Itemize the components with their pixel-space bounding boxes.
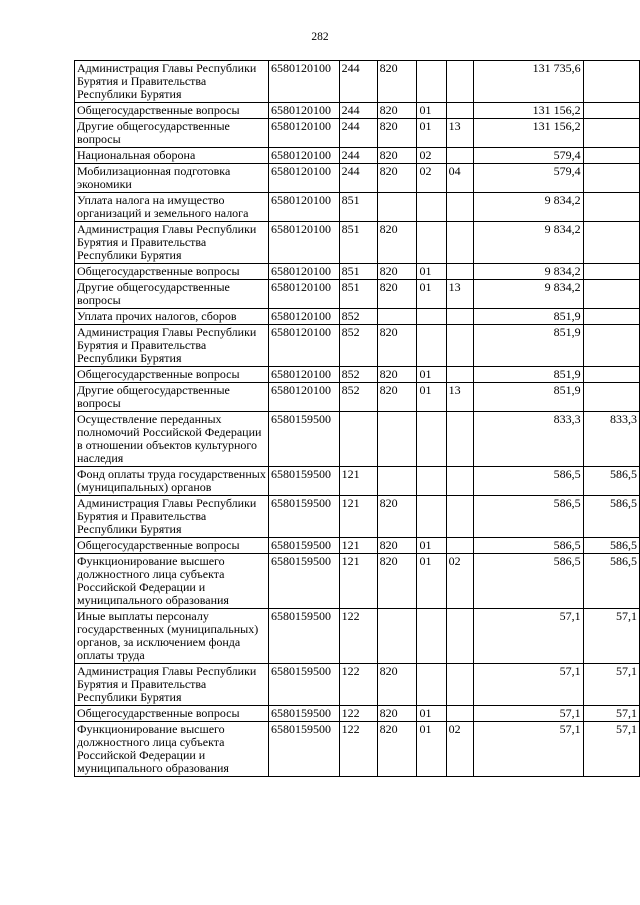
table-row <box>75 367 640 383</box>
federal-amount-cell <box>583 280 639 309</box>
table-row <box>75 309 640 325</box>
subsection-cell <box>446 609 473 664</box>
subsection-cell <box>446 309 473 325</box>
section-cell <box>417 496 446 538</box>
federal-amount-cell <box>583 164 639 193</box>
expense-type-cell: 121 <box>339 496 377 538</box>
target-article-cell: 6580120100 <box>269 193 340 222</box>
table-row <box>75 222 640 264</box>
amount-cell: 9 834,2 <box>473 264 583 280</box>
expense-type-cell: 121 <box>339 538 377 554</box>
federal-amount-cell: 57,1 <box>583 706 639 722</box>
amount-cell: 57,1 <box>473 664 583 706</box>
ministry-code-cell <box>377 309 417 325</box>
section-cell <box>417 664 446 706</box>
amount-cell: 57,1 <box>473 722 583 777</box>
table-row <box>75 148 640 164</box>
subsection-cell <box>446 61 473 103</box>
section-cell <box>417 467 446 496</box>
section-cell: 01 <box>417 538 446 554</box>
subsection-cell <box>446 148 473 164</box>
expense-name-cell: Администрация Главы Республики Бурятия и Правительства Республики Бурятия <box>75 61 269 103</box>
expense-name-cell: Другие общегосударственные вопросы <box>75 119 269 148</box>
amount-cell: 851,9 <box>473 309 583 325</box>
table-row <box>75 722 640 777</box>
subsection-cell <box>446 412 473 467</box>
target-article-cell: 6580120100 <box>269 103 340 119</box>
target-article-cell: 6580159500 <box>269 496 340 538</box>
section-cell: 01 <box>417 103 446 119</box>
federal-amount-cell <box>583 193 639 222</box>
federal-amount-cell: 833,3 <box>583 412 639 467</box>
federal-amount-cell <box>583 61 639 103</box>
expense-name-cell: Другие общегосударственные вопросы <box>75 280 269 309</box>
amount-cell: 131 156,2 <box>473 103 583 119</box>
target-article-cell: 6580120100 <box>269 61 340 103</box>
expense-type-cell: 851 <box>339 193 377 222</box>
subsection-cell <box>446 325 473 367</box>
target-article-cell: 6580159500 <box>269 664 340 706</box>
subsection-cell <box>446 706 473 722</box>
ministry-code-cell: 820 <box>377 706 417 722</box>
amount-cell: 57,1 <box>473 609 583 664</box>
ministry-code-cell: 820 <box>377 264 417 280</box>
subsection-cell: 13 <box>446 383 473 412</box>
federal-amount-cell: 57,1 <box>583 664 639 706</box>
amount-cell: 9 834,2 <box>473 193 583 222</box>
expense-type-cell: 122 <box>339 706 377 722</box>
amount-cell: 57,1 <box>473 706 583 722</box>
expense-type-cell: 122 <box>339 664 377 706</box>
expense-type-cell: 852 <box>339 309 377 325</box>
target-article-cell: 6580120100 <box>269 367 340 383</box>
ministry-code-cell: 820 <box>377 103 417 119</box>
federal-amount-cell <box>583 367 639 383</box>
target-article-cell: 6580159500 <box>269 412 340 467</box>
ministry-code-cell <box>377 412 417 467</box>
federal-amount-cell: 57,1 <box>583 722 639 777</box>
budget-table <box>74 60 640 777</box>
expense-type-cell: 851 <box>339 222 377 264</box>
target-article-cell: 6580120100 <box>269 325 340 367</box>
amount-cell: 579,4 <box>473 148 583 164</box>
ministry-code-cell <box>377 193 417 222</box>
expense-name-cell: Администрация Главы Республики Бурятия и Правительства Республики Бурятия <box>75 664 269 706</box>
subsection-cell <box>446 367 473 383</box>
target-article-cell: 6580159500 <box>269 554 340 609</box>
subsection-cell <box>446 538 473 554</box>
section-cell: 01 <box>417 722 446 777</box>
expense-type-cell: 244 <box>339 119 377 148</box>
federal-amount-cell <box>583 148 639 164</box>
amount-cell: 586,5 <box>473 538 583 554</box>
amount-cell: 586,5 <box>473 496 583 538</box>
amount-cell: 579,4 <box>473 164 583 193</box>
expense-type-cell: 852 <box>339 367 377 383</box>
federal-amount-cell <box>583 119 639 148</box>
ministry-code-cell <box>377 609 417 664</box>
expense-type-cell: 121 <box>339 554 377 609</box>
target-article-cell: 6580159500 <box>269 467 340 496</box>
target-article-cell: 6580120100 <box>269 222 340 264</box>
subsection-cell: 04 <box>446 164 473 193</box>
section-cell: 01 <box>417 119 446 148</box>
ministry-code-cell: 820 <box>377 164 417 193</box>
table-row <box>75 467 640 496</box>
federal-amount-cell <box>583 309 639 325</box>
amount-cell: 586,5 <box>473 467 583 496</box>
subsection-cell <box>446 264 473 280</box>
table-row <box>75 706 640 722</box>
ministry-code-cell: 820 <box>377 722 417 777</box>
subsection-cell: 13 <box>446 119 473 148</box>
section-cell: 01 <box>417 367 446 383</box>
section-cell <box>417 193 446 222</box>
target-article-cell: 6580120100 <box>269 148 340 164</box>
section-cell <box>417 412 446 467</box>
federal-amount-cell: 586,5 <box>583 467 639 496</box>
section-cell <box>417 609 446 664</box>
section-cell: 01 <box>417 264 446 280</box>
expense-type-cell: 852 <box>339 325 377 367</box>
ministry-code-cell: 820 <box>377 61 417 103</box>
target-article-cell: 6580120100 <box>269 264 340 280</box>
federal-amount-cell <box>583 325 639 367</box>
target-article-cell: 6580120100 <box>269 119 340 148</box>
ministry-code-cell: 820 <box>377 664 417 706</box>
expense-name-cell: Иные выплаты персоналу государственных (муниципальных) органов, за исключением фонда оплаты труда <box>75 609 269 664</box>
section-cell: 01 <box>417 706 446 722</box>
target-article-cell: 6580159500 <box>269 538 340 554</box>
target-article-cell: 6580159500 <box>269 706 340 722</box>
target-article-cell: 6580120100 <box>269 280 340 309</box>
section-cell: 02 <box>417 164 446 193</box>
section-cell: 01 <box>417 280 446 309</box>
subsection-cell: 13 <box>446 280 473 309</box>
expense-name-cell: Администрация Главы Республики Бурятия и Правительства Республики Бурятия <box>75 496 269 538</box>
expense-name-cell: Уплата прочих налогов, сборов <box>75 309 269 325</box>
subsection-cell <box>446 193 473 222</box>
federal-amount-cell <box>583 222 639 264</box>
amount-cell: 851,9 <box>473 383 583 412</box>
target-article-cell: 6580120100 <box>269 383 340 412</box>
section-cell <box>417 325 446 367</box>
expense-type-cell: 852 <box>339 383 377 412</box>
ministry-code-cell: 820 <box>377 367 417 383</box>
expense-name-cell: Уплата налога на имущество организаций и земельного налога <box>75 193 269 222</box>
ministry-code-cell: 820 <box>377 222 417 264</box>
table-row <box>75 554 640 609</box>
expense-name-cell: Функционирование высшего должностного лица субъекта Российской Федерации и муниципального образования <box>75 554 269 609</box>
subsection-cell: 02 <box>446 554 473 609</box>
table-row <box>75 609 640 664</box>
amount-cell: 851,9 <box>473 325 583 367</box>
subsection-cell <box>446 103 473 119</box>
ministry-code-cell: 820 <box>377 148 417 164</box>
amount-cell: 833,3 <box>473 412 583 467</box>
expense-name-cell: Национальная оборона <box>75 148 269 164</box>
subsection-cell <box>446 496 473 538</box>
expense-name-cell: Администрация Главы Республики Бурятия и Правительства Республики Бурятия <box>75 222 269 264</box>
page-number: 282 <box>311 31 329 43</box>
ministry-code-cell: 820 <box>377 119 417 148</box>
expense-name-cell: Общегосударственные вопросы <box>75 367 269 383</box>
table-row <box>75 496 640 538</box>
section-cell <box>417 309 446 325</box>
amount-cell: 9 834,2 <box>473 280 583 309</box>
federal-amount-cell: 586,5 <box>583 538 639 554</box>
expense-type-cell: 244 <box>339 61 377 103</box>
table-row <box>75 264 640 280</box>
subsection-cell <box>446 222 473 264</box>
expense-type-cell: 244 <box>339 148 377 164</box>
expense-type-cell: 244 <box>339 164 377 193</box>
amount-cell: 9 834,2 <box>473 222 583 264</box>
target-article-cell: 6580120100 <box>269 164 340 193</box>
expense-name-cell: Функционирование высшего должностного лица субъекта Российской Федерации и муниципального образования <box>75 722 269 777</box>
table-row <box>75 383 640 412</box>
table-row <box>75 119 640 148</box>
table-row <box>75 193 640 222</box>
table-row <box>75 664 640 706</box>
table-row <box>75 103 640 119</box>
expense-type-cell: 121 <box>339 467 377 496</box>
target-article-cell: 6580159500 <box>269 722 340 777</box>
federal-amount-cell <box>583 383 639 412</box>
amount-cell: 586,5 <box>473 554 583 609</box>
expense-type-cell: 122 <box>339 609 377 664</box>
expense-type-cell: 851 <box>339 264 377 280</box>
budget-table-body <box>75 61 640 777</box>
federal-amount-cell <box>583 264 639 280</box>
federal-amount-cell: 57,1 <box>583 609 639 664</box>
table-row <box>75 61 640 103</box>
amount-cell: 131 156,2 <box>473 119 583 148</box>
federal-amount-cell: 586,5 <box>583 496 639 538</box>
expense-name-cell: Другие общегосударственные вопросы <box>75 383 269 412</box>
expense-name-cell: Фонд оплаты труда государственных (муниципальных) органов <box>75 467 269 496</box>
target-article-cell: 6580120100 <box>269 309 340 325</box>
expense-type-cell: 122 <box>339 722 377 777</box>
ministry-code-cell: 820 <box>377 538 417 554</box>
table-row <box>75 325 640 367</box>
expense-name-cell: Общегосударственные вопросы <box>75 264 269 280</box>
table-row <box>75 280 640 309</box>
expense-name-cell: Общегосударственные вопросы <box>75 103 269 119</box>
ministry-code-cell: 820 <box>377 280 417 309</box>
target-article-cell: 6580159500 <box>269 609 340 664</box>
ministry-code-cell: 820 <box>377 496 417 538</box>
expense-name-cell: Общегосударственные вопросы <box>75 706 269 722</box>
federal-amount-cell <box>583 103 639 119</box>
table-row <box>75 412 640 467</box>
ministry-code-cell: 820 <box>377 325 417 367</box>
section-cell <box>417 222 446 264</box>
section-cell: 02 <box>417 148 446 164</box>
section-cell: 01 <box>417 554 446 609</box>
expense-name-cell: Мобилизационная подготовка экономики <box>75 164 269 193</box>
expense-name-cell: Администрация Главы Республики Бурятия и Правительства Республики Бурятия <box>75 325 269 367</box>
expense-type-cell <box>339 412 377 467</box>
expense-name-cell: Общегосударственные вопросы <box>75 538 269 554</box>
ministry-code-cell: 820 <box>377 383 417 412</box>
expense-name-cell: Осуществление переданных полномочий Российской Федерации в отношении объектов культурного наследия <box>75 412 269 467</box>
expense-type-cell: 244 <box>339 103 377 119</box>
section-cell: 01 <box>417 383 446 412</box>
section-cell <box>417 61 446 103</box>
subsection-cell: 02 <box>446 722 473 777</box>
subsection-cell <box>446 664 473 706</box>
subsection-cell <box>446 467 473 496</box>
federal-amount-cell: 586,5 <box>583 554 639 609</box>
amount-cell: 851,9 <box>473 367 583 383</box>
amount-cell: 131 735,6 <box>473 61 583 103</box>
ministry-code-cell <box>377 467 417 496</box>
expense-type-cell: 851 <box>339 280 377 309</box>
table-row <box>75 164 640 193</box>
table-row <box>75 538 640 554</box>
ministry-code-cell: 820 <box>377 554 417 609</box>
